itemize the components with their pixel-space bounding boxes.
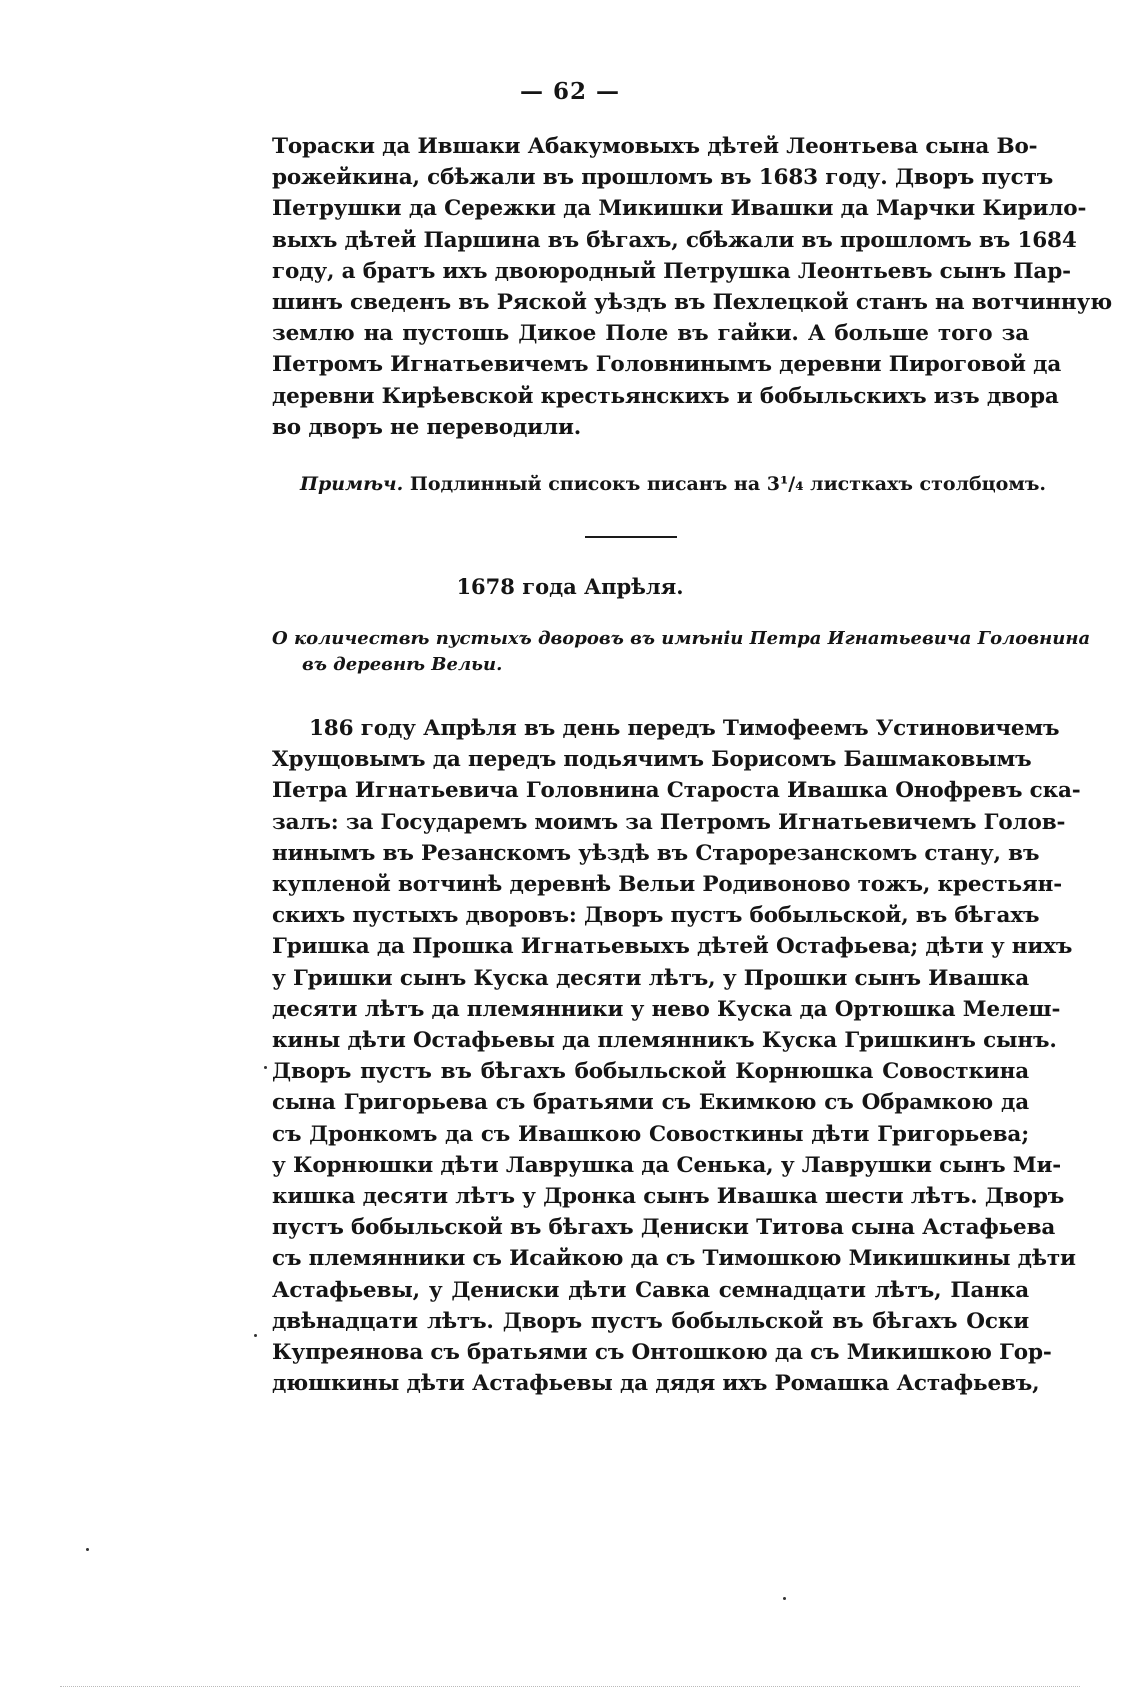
ink-speck [86, 1548, 89, 1551]
text-line: сына Григорьева съ братьями съ Екимкою съ Обрамкою да [272, 1090, 1029, 1116]
subtitle-line: О количествѣ пустыхъ дворовъ въ имѣніи Петра Игнатьевича Головнина [272, 628, 1091, 649]
text-line: шинъ сведенъ въ Ряской уѣздъ въ Пехлецкой станъ на вотчинную [272, 290, 1112, 316]
text-line: залъ: за Государемъ моимъ за Петромъ Игнатьевичемъ Голов- [272, 809, 1066, 835]
text-line: году, а братъ ихъ двоюродный Петрушка Леонтьевъ сынъ Пар- [272, 258, 1071, 284]
section-divider [585, 536, 677, 538]
scan-edge-noise [60, 1686, 1080, 1690]
text-line: съ племянники съ Исайкою да съ Тимошкою Микишкины дѣти [272, 1246, 1076, 1272]
text-line: Петрушки да Сережки да Микишки Ивашки да Марчки Кирило- [272, 196, 1087, 222]
text-line: дюшкины дѣти Астафьевы да дядя ихъ Ромашка Астафьевъ, [272, 1371, 1040, 1397]
text-line: у Корнюшки дѣти Лаврушка да Сенька, у Лаврушки сынъ Ми- [272, 1152, 1062, 1178]
text-line: десяти лѣтъ да племянники у нево Куска да Ортюшка Мелеш- [272, 996, 1061, 1022]
text-line: выхъ дѣтей Паршина въ бѣгахъ, сбѣжали въ прошломъ въ 1684 [272, 227, 1077, 253]
text-line: Астафьевы, у Дениски дѣти Савка семнадцати лѣтъ, Панка [272, 1277, 1029, 1303]
continuation-paragraph [272, 131, 1112, 443]
ink-speck [264, 1066, 267, 1069]
section-heading: 1678 года Апрѣля. [456, 574, 684, 599]
text-line: Тораски да Ившаки Абакумовыхъ дѣтей Леонтьева сына Во- [272, 134, 1038, 159]
section-subtitle [272, 626, 1091, 678]
text-line: кины дѣти Остафьевы да племянникъ Куска Гришкинъ сынъ. [272, 1028, 1057, 1054]
text-line: у Гришки сынъ Куска десяти лѣтъ, у Прошки сынъ Ивашка [272, 965, 1029, 991]
text-line: скихъ пустыхъ дворовъ: Дворъ пустъ бобыльской, въ бѣгахъ [272, 903, 1040, 929]
text-line: во дворъ не переводили. [272, 414, 582, 440]
text-line: Петра Игнатьевича Головнина Староста Ивашка Онофревъ ска- [272, 778, 1081, 804]
text-line: кишка десяти лѣтъ у Дронка сынъ Ивашка шести лѣтъ. Дворъ [272, 1184, 1065, 1210]
footnote-label: Примѣч. [300, 473, 404, 495]
text-line: Гришка да Прошка Игнатьевыхъ дѣтей Остафьева; дѣти у нихъ [272, 934, 1073, 960]
text-line: Хрущовымъ да передъ подьячимъ Борисомъ Башмаковымъ [272, 747, 1032, 773]
text-line: съ Дронкомъ да съ Ивашкою Совосткины дѣти Григорьева; [272, 1121, 1029, 1147]
text-line: купленой вотчинѣ деревнѣ Вельи Родивоново тожъ, крестьян- [272, 872, 1063, 898]
text-line: Петромъ Игнатьевичемъ Головнинымъ деревни Пироговой да [272, 352, 1062, 378]
text-line: Дворъ пустъ въ бѣгахъ бобыльской Корнюшка Совосткина [272, 1059, 1029, 1085]
body-paragraph [272, 713, 1081, 1399]
text-line: Купреянова съ братьями съ Онтошкою да съ Микишкою Гор- [272, 1340, 1052, 1366]
text-line: двѣнадцати лѣтъ. Дворъ пустъ бобыльской въ бѣгахъ Оски [272, 1308, 1029, 1334]
text-line: рожейкина, сбѣжали въ прошломъ въ 1683 году. Дворъ пустъ [272, 165, 1054, 191]
text-line: землю на пустошь Дикое Поле въ гайки. А больше того за [272, 321, 1029, 347]
text-line: пустъ бобыльской въ бѣгахъ Дениски Титова сына Астафьева [272, 1215, 1056, 1241]
text-line: 186 году Апрѣля въ день передъ Тимофеемъ Устиновичемъ [309, 716, 1060, 741]
text-line: нинымъ въ Резанскомъ уѣздѣ въ Старорезанскомъ стану, въ [272, 840, 1040, 866]
subtitle-line: въ деревнѣ Вельи. [302, 654, 503, 675]
page-number: — 62 — [519, 78, 621, 105]
footnote [300, 473, 1047, 495]
ink-speck [783, 1597, 786, 1600]
ink-speck [254, 1334, 257, 1337]
footnote-text: Подлинный списокъ писанъ на 3¹/₄ листкахъ столбцомъ. [409, 473, 1047, 495]
text-line: деревни Кирѣевской крестьянскихъ и бобыльскихъ изъ двора [272, 383, 1059, 409]
